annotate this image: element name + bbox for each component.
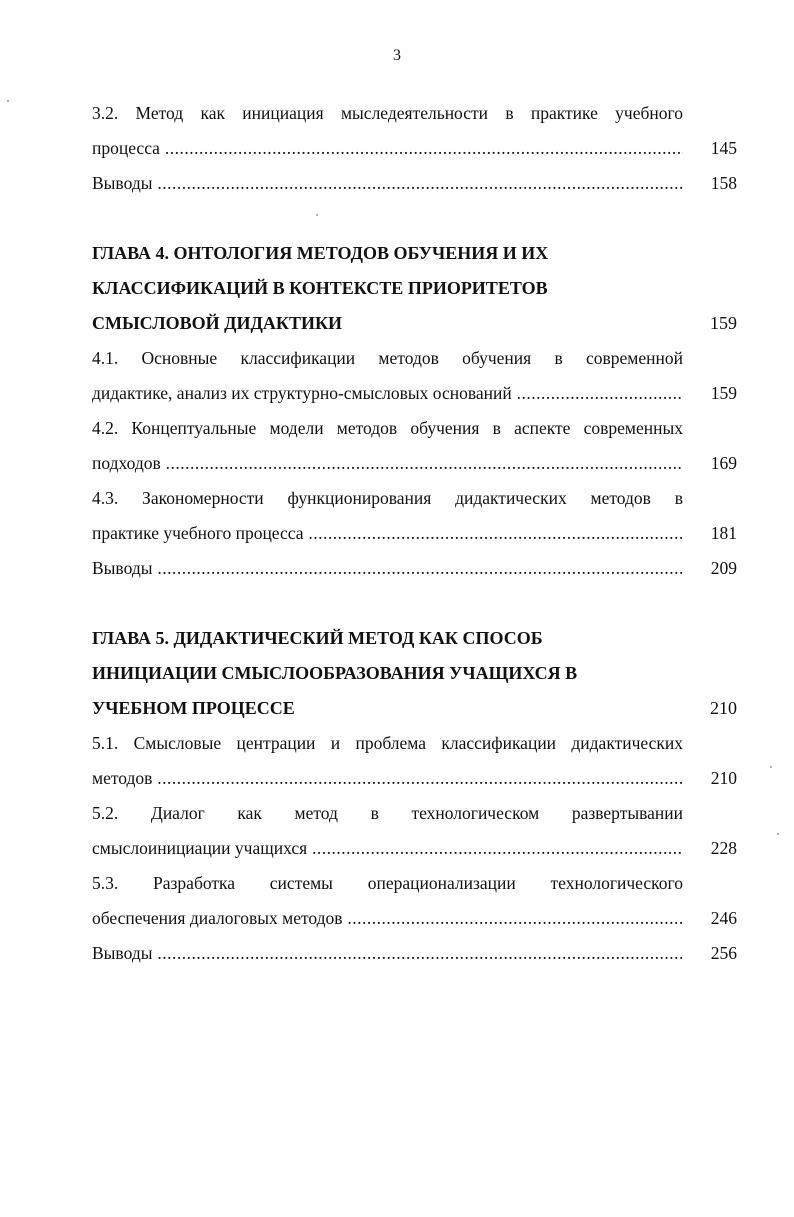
toc-entry-4-conclusions-title: Выводы ..... <box>92 551 683 586</box>
toc-entry-3-conclusions-page: 158 <box>710 173 737 193</box>
toc-entry-5-1-page: 210 <box>710 768 737 788</box>
toc-entry-4-1-title: дидактике, анализ их структурно-смысловых оснований ..... <box>92 376 683 411</box>
toc-entry-4-3-line2 <box>92 516 737 551</box>
toc-entry-5-3-line1: 5.3. Разработка системы операционализации технологического <box>92 873 683 893</box>
toc-entry-3-2-line1: 3.2. Метод как инициация мыследеятельности в практике учебного <box>92 103 683 123</box>
toc-chapter-5-line1: ГЛАВА 5. ДИДАКТИЧЕСКИЙ МЕТОД КАК СПОСОБ <box>92 628 543 648</box>
toc-chapter-5-page: 210 <box>710 698 737 718</box>
toc-entry-4-2-page: 169 <box>710 453 737 473</box>
toc-entry-5-3-page: 246 <box>710 908 737 928</box>
toc-entry-5-2-line1: 5.2. Диалог как метод в технологическом развертывании <box>92 803 683 823</box>
toc-entry-3-conclusions-title: Выводы ..... <box>92 166 683 201</box>
toc-entry-4-2-title: подходов ..... <box>92 446 683 481</box>
toc-entry-4-2-line1: 4.2. Концептуальные модели методов обучения в аспекте современных <box>92 418 683 438</box>
toc-entry-3-2-page: 145 <box>710 138 737 158</box>
toc-entry-4-1-line2 <box>92 376 737 411</box>
scan-speck <box>7 100 9 102</box>
toc-entry-5-3-title: обеспечения диалоговых методов ..... <box>92 901 683 936</box>
toc-chapter-4-line1: ГЛАВА 4. ОНТОЛОГИЯ МЕТОДОВ ОБУЧЕНИЯ И ИХ <box>92 243 549 263</box>
toc-entry-3-conclusions <box>92 166 737 201</box>
toc-entry-5-2-page: 228 <box>710 838 737 858</box>
toc-entry-5-conclusions-title: Выводы ..... <box>92 936 683 971</box>
toc-entry-4-3-line1: 4.3. Закономерности функционирования дидактических методов в <box>92 488 683 508</box>
toc-entry-5-1-line2 <box>92 761 737 796</box>
toc-entry-5-1-title: методов ..... <box>92 761 683 796</box>
toc-entry-5-conclusions-page: 256 <box>710 943 737 963</box>
toc-entry-5-2-line2 <box>92 831 737 866</box>
scan-speck <box>770 766 772 768</box>
toc-entry-5-2-title: смыслоинициации учащихся ..... <box>92 831 683 866</box>
toc-chapter-5-line3 <box>92 691 737 726</box>
page-number: 3 <box>393 47 401 64</box>
scan-speck <box>777 833 779 835</box>
toc-entry-3-2-title: процесса ..... <box>92 131 683 166</box>
toc-entry-4-1-page: 159 <box>710 383 737 403</box>
toc-chapter-5-line2: ИНИЦИАЦИИ СМЫСЛООБРАЗОВАНИЯ УЧАЩИХСЯ В <box>92 663 578 683</box>
toc-entry-5-1-line1: 5.1. Смысловые центрации и проблема классификации дидактических <box>92 733 683 753</box>
toc-entry-5-3-line2 <box>92 901 737 936</box>
toc-entry-4-conclusions <box>92 551 737 586</box>
toc-entry-4-2-line2 <box>92 446 737 481</box>
toc-chapter-4-page: 159 <box>710 313 737 333</box>
toc-entry-4-1-line1: 4.1. Основные классификации методов обучения в современной <box>92 348 683 368</box>
scan-speck <box>316 214 318 216</box>
toc-entry-4-conclusions-page: 209 <box>710 558 737 578</box>
toc-entry-3-2-line2 <box>92 131 737 166</box>
toc-chapter-4-line3 <box>92 306 737 341</box>
toc-entry-4-3-page: 181 <box>710 523 737 543</box>
toc-entry-4-3-title: практике учебного процесса ..... <box>92 516 683 551</box>
toc-chapter-4-line2: КЛАССИФИКАЦИЙ В КОНТЕКСТЕ ПРИОРИТЕТОВ <box>92 278 548 298</box>
toc-chapter-5-title: УЧЕБНОМ ПРОЦЕССЕ <box>92 698 295 718</box>
toc-chapter-4-title: СМЫСЛОВОЙ ДИДАКТИКИ <box>92 313 343 333</box>
toc-entry-5-conclusions <box>92 936 737 971</box>
table-of-contents <box>92 96 737 971</box>
